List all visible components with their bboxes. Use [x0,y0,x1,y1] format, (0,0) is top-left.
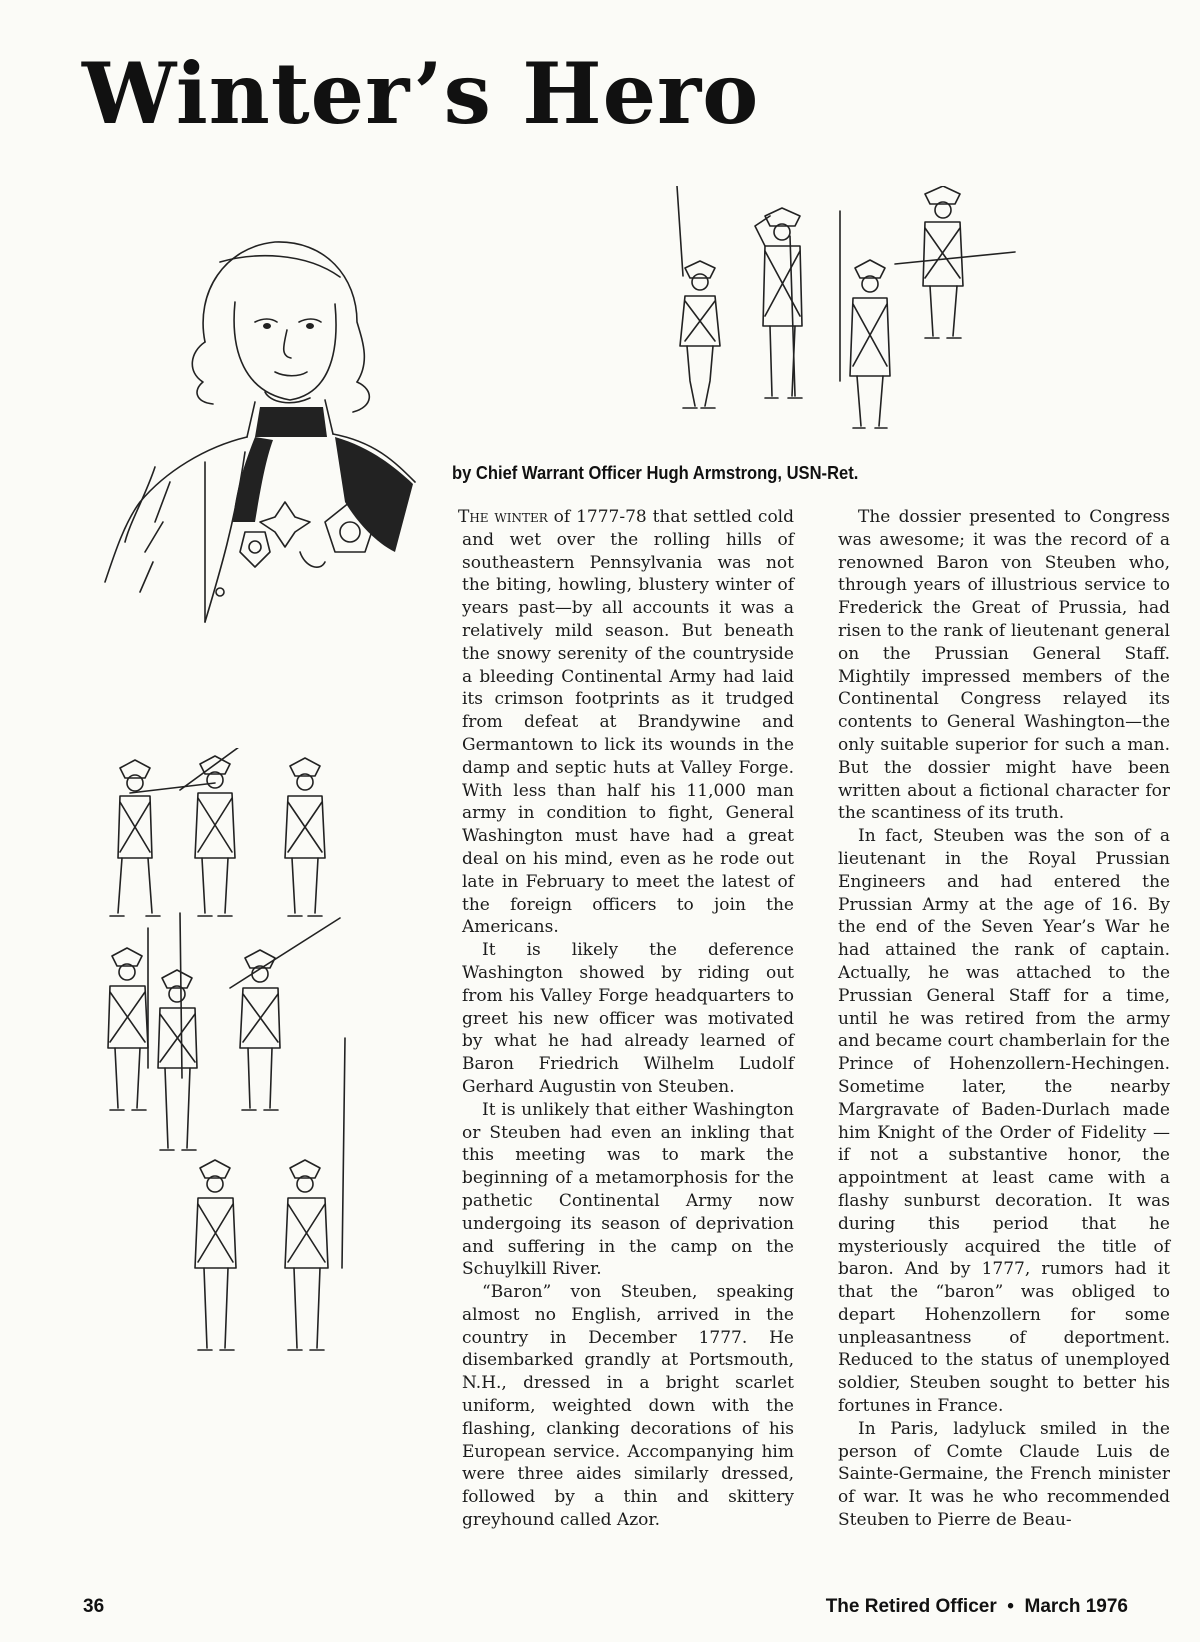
article-column-1 [458,506,794,1532]
article-column-2 [838,506,1170,1532]
paragraph-text: of 1777-78 that settled cold and wet over the rolling hills of southeastern Pennsylvania was not the biting, howling, blustery winter of years past—by all accounts it was a relatively mild season. But beneath the snowy serenity of the countryside a bleeding Continental Army had laid its crimson footprints as it trudged from defeat at Brandywine and Germantown to lick its wounds in the damp and septic huts at Valley Forge. With less than half his 11,000 man army in condition to fight, General Washington must have had a great deal on his mind, even as he rode out late in February to meet the latest of the foreign officers to join the Americans. [462,507,794,938]
byline: by Chief Warrant Officer Hugh Armstrong, USN-Ret. [452,463,859,483]
article-paragraph [458,506,794,939]
article-paragraph: In Paris, ladyluck smiled in the person of Comte Claude Luis de Sainte-Germaine, the French minister of war. It was he who recommended Steuben to Pierre de Beau- [838,1418,1170,1531]
article-paragraph: It is likely the deference Washington showed by riding out from his Valley Forge headquarters to greet his new officer was motivated by what he had already learned of Baron Friedrich Wilhelm Ludolf Gerhard Augustin von Steuben. [462,940,794,1097]
lead-in-smallcaps: The winter [458,507,548,527]
soldiers-drill-illustration-top [665,186,1070,436]
article-paragraph: “Baron” von Steuben, speaking almost no English, arrived in the country in December 1777. He disembarked grandly at Portsmouth, N.H., dressed in a bright scarlet uniform, weighted down with the flashing, clanking decorations of his European service. Accompanying him were three aides similarly dressed, followed by a thin and skittery greyhound called Azor. [462,1282,794,1531]
steuben-portrait-illustration [95,222,440,642]
article-paragraph: It is unlikely that either Washington or Steuben had even an inkling that this meeting was to mark the beginning of a metamorphosis for the pathetic Continental Army now undergoing its season of deprivation and suffering in the camp on the Schuylkill River. [462,1099,794,1280]
article-paragraph: In fact, Steuben was the son of a lieutenant in the Royal Prussian Engineers and had entered the Prussian Army at the age of 16. By the end of the Seven Year’s War he had attained the rank of captain. Actually, he was attached to the Prussian General Staff for a time, until he was retired from the army and became court chamberlain for the Prince of Hohenzollern-Hechingen. Sometime later, the nearby Margravate of Baden-Durlach made him Knight of the Order of Fidelity —if not a substantive honor, the appointment at least came with a flashy sunburst decoration. It was during this period that he mysteriously acquired the title of baron. And by 1777, rumors had it that the “baron” was obliged to depart Hohenzollern for some unpleasantness of deportment. Reduced to the status of unemployed soldier, Steuben sought to better his fortunes in France. [838,826,1170,1417]
article-title: Winter’s Hero [82,44,760,143]
page-number: 36 [83,1596,105,1617]
soldiers-drill-illustration-left [100,748,360,1368]
article-paragraph: The dossier presented to Congress was awesome; it was the record of a renowned Baron von Steuben who, through years of illustrious service to Frederick the Great of Prussia, had risen to the rank of lieutenant general on the Prussian General Staff. Mightily impressed members of the Continental Congress relayed its contents to General Washington—the only suitable superior for such a man. But the dossier might have been written about a fictional character for the scantiness of its truth. [838,507,1170,824]
publication-footer: The Retired Officer • March 1976 [825,1596,1128,1617]
